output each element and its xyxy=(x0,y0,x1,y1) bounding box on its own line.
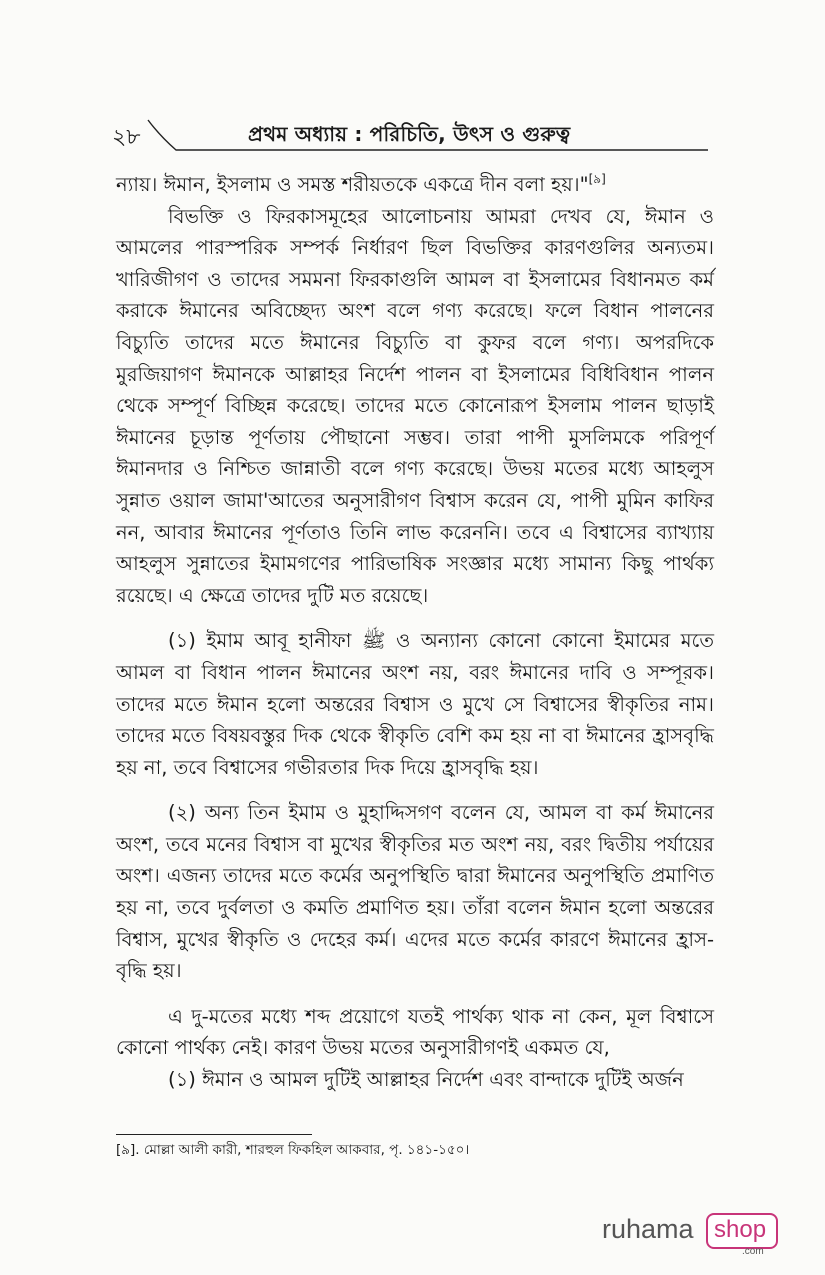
footnote-marker: [৯] xyxy=(588,172,606,186)
paragraph: (১) ইমাম আবূ হানীফা ﷺ ও অন্যান্য কোনো কোনো ইমামের মতে আমল বা বিধান পালন ঈমানের অংশ নয়, বরং ঈমানের দাবি ও সম্পূরক। তাদের মতে ঈমান হলো অন্তরের বিশ্বাস ও মুখে সে বিশ্বাসের স্বীকৃতির নাম। তাদের মতে বিষয়বস্তুর দিক থেকে স্বীকৃতি বেশি কম হয় না বা ঈমানের হ্রাসবৃদ্ধি হয় না, তবে বিশ্বাসের গভীরতার দিক দিয়ে হ্রাসবৃদ্ধি হয়। xyxy=(116,629,714,779)
body-text xyxy=(116,164,714,1096)
footnote: [৯]. মোল্লা আলী কারী, শারহুল ফিকহিল আকবার, পৃ. ১৪১-১৫০। xyxy=(116,1142,470,1158)
chapter-title: প্রথম অধ্যায় : পরিচিতি, উৎস ও গুরুত্ব xyxy=(248,122,571,146)
paragraph: বিভক্তি ও ফিরকাসমূহের আলোচনায় আমরা দেখব যে, ঈমান ও আমলের পারস্পরিক সম্পর্ক নির্ধারণ ছিল বিভক্তির কারণগুলির অন্যতম। খারিজীগণ ও তাদের সমমনা ফিরকাগুলি আমল বা ইসলামের বিধানমত কর্ম করাকে ঈমানের অবিচ্ছেদ্য অংশ বলে গণ্য করেছে। ফলে বিধান পালনের বিচ্যুতি তাদের মতে ঈমানের বিচ্যুতি বা কুফর বলে গণ্য। অপরদিকে মুরজিয়াগণ ঈমানকে আল্লাহর নির্দেশ পালন বা ইসলামের বিধিবিধান পালন থেকে সম্পূর্ণ বিচ্ছিন্ন করেছে। তাদের মতে কোনোরূপ ইসলাম পালন ছাড়াই ঈমানের চূড়ান্ত পূর্ণতায় পৌছানো সম্ভব। তারা পাপী মুসলিমকে পরিপূর্ণ ঈমানদার ও নিশ্চিত জান্নাতী বলে গণ্য করেছে। উভয় মতের মধ্যে আহলুস সুন্নাত ওয়াল জামা'আতের অনুসারীগণ বিশ্বাস করেন যে, পাপী মুমিন কাফির নন, আবার ঈমানের পূর্ণতাও তিনি লাভ করেননি। তবে এ বিশ্বাসের ব্যাখ্যায় আহলুস সুন্নাতের ইমামগণের পারিভাষিক সংজ্ঞার মধ্যে সামান্য কিছু পার্থক্য রয়েছে। এ ক্ষেত্রে তাদের দুটি মত রয়েছে। xyxy=(116,204,714,607)
paragraph: (১) ঈমান ও আমল দুটিই আল্লাহর নির্দেশ এবং বান্দাকে দুটিই অর্জন xyxy=(168,1068,684,1092)
watermark-domain: .com xyxy=(742,1246,764,1257)
paragraph: এ দু-মতের মধ্যে শব্দ প্রয়োগে যতই পার্থক্য থাক না কেন, মূল বিশ্বাসে কোনো পার্থক্য নেই। কারণ উভয় মতের অনুসারীগণই একমত যে, xyxy=(116,1004,714,1060)
page-number: ২৮ xyxy=(112,125,141,150)
watermark-brand-a: ruhama xyxy=(602,1214,694,1244)
paragraph xyxy=(116,164,714,201)
running-header xyxy=(108,118,708,158)
paragraph-text: ন্যায়। ঈমান, ইসলাম ও সমস্ত শরীয়তকে একত্রে দীন বলা হয়।" xyxy=(116,173,589,196)
paragraph: (২) অন্য তিন ইমাম ও মুহাদ্দিসগণ বলেন যে, আমল বা কর্ম ঈমানের অংশ, তবে মনের বিশ্বাস বা মুখের স্বীকৃতির মত অংশ নয়, বরং দ্বিতীয় পর্যায়ের অংশ। এজন্য তাদের মতে কর্মের অনুপস্থিতি দ্বারা ঈমানের অনুপস্থিতি প্রমাণিত হয় না, তবে দুর্বলতা ও কমতি প্রমাণিত হয়। তাঁরা বলেন ঈমান হলো অন্তরের বিশ্বাস, মুখের স্বীকৃতি ও দেহের কর্ম। এদের মতে কর্মের কারণে ঈমানের হ্রাস-বৃদ্ধি হয়। xyxy=(116,801,714,983)
watermark-brand-b: shop xyxy=(714,1216,767,1243)
footnote-rule xyxy=(116,1134,312,1135)
watermark-logo xyxy=(602,1210,780,1257)
watermark-shop-badge xyxy=(706,1213,778,1249)
